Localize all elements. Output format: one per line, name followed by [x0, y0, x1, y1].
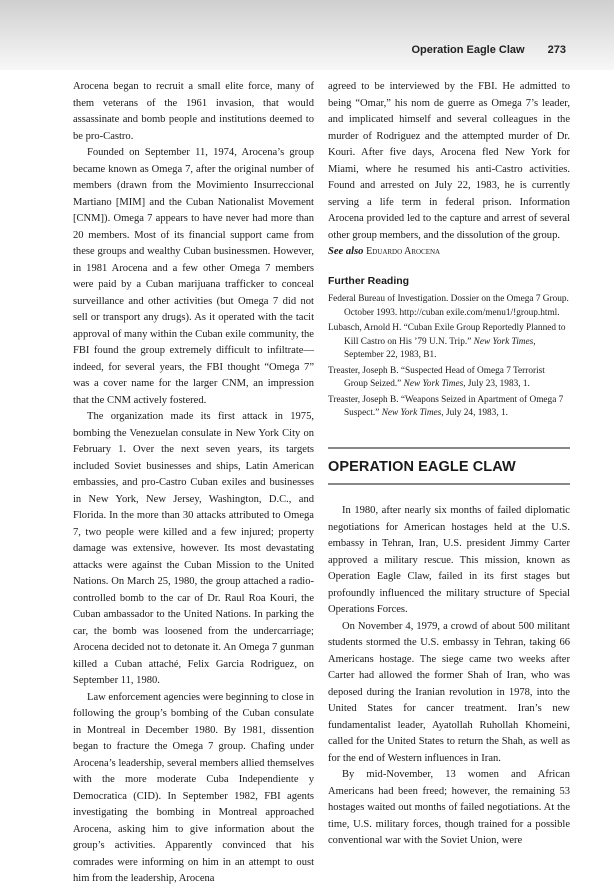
- reference-item: [328, 394, 570, 421]
- further-reading-heading: Further Reading: [328, 274, 410, 287]
- see-also-label: See also: [328, 246, 364, 257]
- running-head-text: [411, 44, 566, 56]
- reference-text: Lubasch, Arnold H. “Cuban Exile Group Reportedly Planned to Kill Castro on His ’79 U.N. Trip.”: [328, 323, 566, 347]
- reference-source: New York Times,: [381, 408, 444, 418]
- body-paragraph: Law enforcement agencies were beginning to close in following the group’s bombing of the Cuban consulate in Montreal in December 1980. By 1981, dissention began to fracture the Omega 7 group. Chafing under Arocena’s leadership, several members allied themselves with the more moderate Cuba Independiente y Democratica (CID). In September 1982, FBI agents investigating the bombing in Montreal approached Arocena, asking him to give information about the group’s activities. Apparently convinced that his comrades were informing on him in an attempt to oust him from the leadership, Arocena: [73, 691, 314, 884]
- body-paragraph: agreed to be interviewed by the FBI. He admitted to being “Omar,” his nom de guerre as Omega 7’s leader, and implicated himself and several colleagues in the murder of Rodriguez and the attempted murder of Dr. Kouri. After five days, Arocena fled New York for Miami, where he resumed his anti-Castro activities. Found and arrested on July 22, 1983, he is currently serving a life term in federal prison. Information Arocena provided led to the capture and arrest of several other group members, and the dissolution of the group.: [328, 81, 570, 241]
- body-paragraph: By mid-November, 13 women and African Americans had been freed; however, the remaining 53 hostages waited out months of failed negotiations. At the time, U.S. military forces, though trained for a possible conventional war with the Soviet Union, were: [328, 769, 570, 846]
- reference-text: Treaster, Joseph B. “Suspected Head of Omega 7 Terrorist Group Seized.”: [328, 365, 545, 389]
- entry-title: OPERATION EAGLE CLAW: [328, 458, 516, 475]
- reference-tail: July 24, 1983, 1.: [445, 408, 508, 418]
- reference-text: Federal Bureau of Investigation. Dossier on the Omega 7 Group. October 1993. http://cuban exile.com/menu1/!group.html.: [328, 294, 569, 318]
- see-also: [328, 244, 570, 261]
- reference-source: New York Times,: [473, 336, 536, 347]
- left-column: [73, 79, 314, 888]
- entry-divider-top: [328, 447, 570, 449]
- running-head: [0, 0, 614, 70]
- reference-item: [328, 322, 570, 363]
- body-paragraph: In 1980, after nearly six months of failed diplomatic negotiations for American hostages held at the U.S. embassy in Tehran, Iran, U.S. president Jimmy Carter approved a military rescue. This mission, known as Operation Eagle Claw, failed in its first stages but profoundly influenced the military structure of Special Operations Forces.: [328, 505, 570, 615]
- reference-text: Treaster, Joseph B. “Weapons Seized in Apartment of Omega 7 Suspect.”: [328, 394, 564, 418]
- entry-divider-bottom: [328, 483, 570, 485]
- body-paragraph: The organization made its first attack in 1975, bombing the Venezuelan consulate in New York City on February 1. Over the next seven years, its targets included Soviet businesses and ships, Latin American embassies, and pro-Castro Cuban exiles and businesses in New York, New Jersey, Washington, D.C., and Florida. In the more than 30 attacks attributed to Omega 7, two people were killed and a few injured; property damage was extensive, however. Its most devastating attacks were against the Cuban Mission to the United Nations. On March 25, 1980, the group attached a radio-controlled bomb to the car of Dr. Raul Roa Kouri, the Cuban ambassador to the United Nations. In parking the car, the bomb was loosened from the undercarriage; Arocena decided not to detonate it. An Omega 7 gunman killed a Cuban attaché, Felix Garcia Rodriguez, on September 11, 1980.: [73, 411, 314, 686]
- reference-tail: September 22, 1983, B1.: [344, 350, 437, 360]
- body-paragraph: On November 4, 1979, a crowd of about 500 militant students stormed the U.S. embassy in Tehran, taking 66 Americans hostage. The siege came two weeks after Carter had allowed the former Shah of Iran, who was deposed during the Iranian revolution in 1978, into the United States for cancer treatment. Iran’s new fundamentalist leader, Ayatollah Ruhollah Khomeini, called for the United States to return the Shah, as well as for the end of Western influences in Iran.: [328, 620, 570, 764]
- body-paragraph: Arocena began to recruit a small elite force, many of them veterans of the 1961 invasion, that would assassinate and bomb people and institutions deemed to be pro-Castro.: [73, 81, 314, 142]
- right-column: [328, 79, 570, 850]
- body-paragraph: Founded on September 11, 1974, Arocena’s group became known as Omega 7, after the original number of members (drawn from the Movimiento Insurreccional Martiano [MIM] and the Cuban Nationalist Movement [CNM]). Omega 7 appears to have never had more than 20 members. Most of its financial support came from these groups and wealthy Cuban businessmen. However, in 1981 Arocena and a few other Omega 7 members were paid by a Cuban marijuana trafficker to conceal surveillance and other activities (but Omega 7 did not sell or transport any drugs). As it operated with the tacit approval of many within the Cuban exile community, the FBI found the group extremely difficult to infiltrate—indeed, for several years, the FBI thought “Omega 7” was a cover name for the larger CNM, an impression that the CNM actively fostered.: [73, 147, 314, 406]
- reference-item: [328, 365, 570, 392]
- reference-source: New York Times,: [403, 379, 466, 389]
- reference-tail: July 23, 1983, 1.: [467, 379, 530, 389]
- running-head-title: Operation Eagle Claw: [411, 44, 525, 56]
- see-also-reference[interactable]: Eduardo Arocena: [366, 246, 441, 257]
- reference-item: [328, 293, 570, 320]
- page-number: 273: [547, 44, 566, 56]
